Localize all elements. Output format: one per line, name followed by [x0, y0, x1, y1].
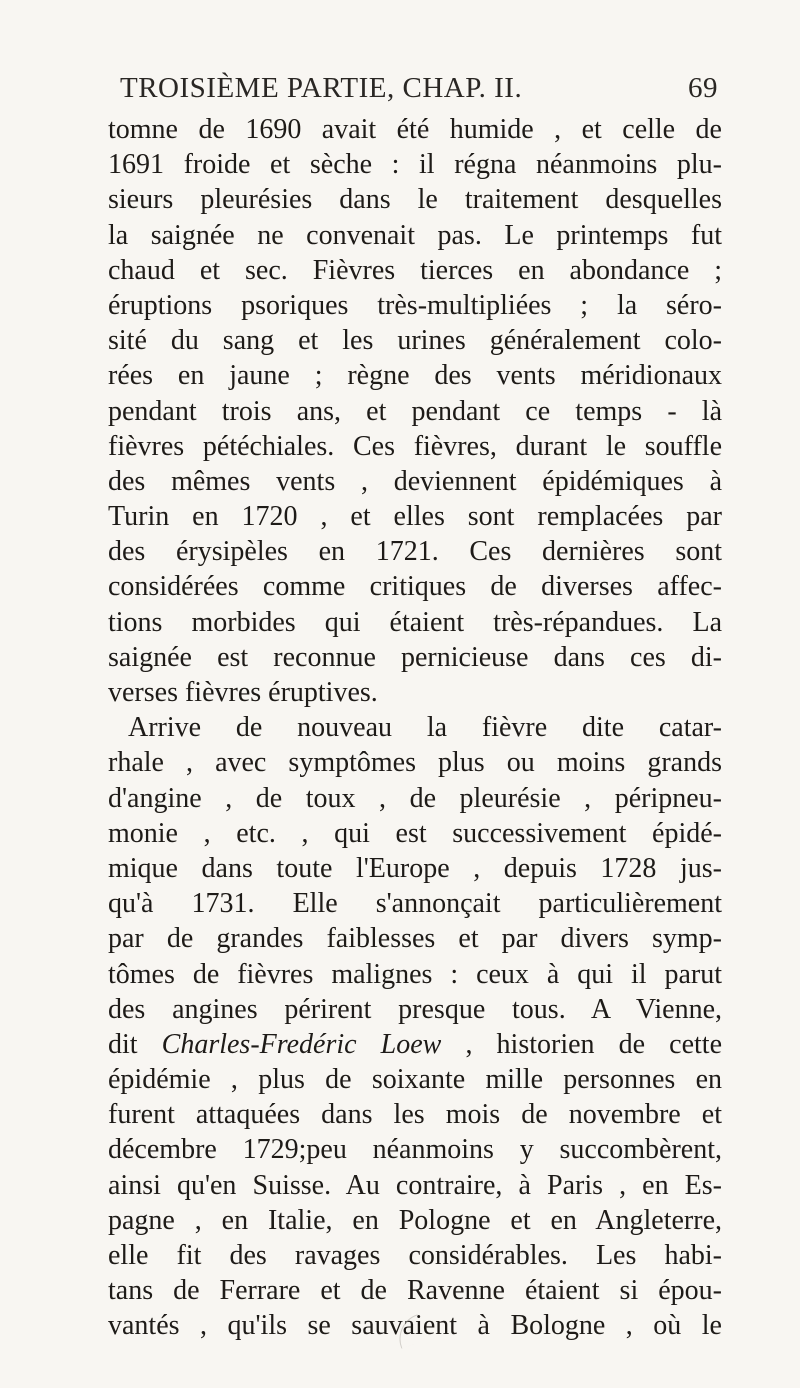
text-line: tomne de 1690 avait été humide , et celle de — [108, 114, 722, 145]
page-number: 69 — [688, 72, 718, 104]
text-line: elle fit des ravages considérables. Les habi- — [108, 1240, 722, 1271]
italic-author-name: Charles-Fredéric Loew — [161, 1028, 442, 1060]
text-line: des mêmes vents , deviennent épidémiques à — [108, 465, 722, 497]
body-text — [108, 112, 722, 1344]
text-line: pagne , en Italie, en Pologne et en Angleterre, — [108, 1204, 722, 1236]
text-line: décembre 1729;peu néanmoins y succombèrent, — [108, 1134, 722, 1166]
text-line: épidémie , plus de soixante mille personnes en — [108, 1064, 722, 1096]
text-line: verses fièvres éruptives. — [108, 677, 378, 708]
text-line: pendant trois ans, et pendant ce temps - là — [108, 395, 722, 427]
text-line: chaud et sec. Fièvres tierces en abondance ; — [108, 254, 722, 286]
text-line: qu'à 1731. Elle s'annonçait particulièrement — [108, 888, 722, 920]
running-title: TROISIÈME PARTIE, CHAP. II. — [120, 72, 523, 104]
text-line: saignée est reconnue pernicieuse dans ces di- — [108, 641, 722, 673]
paragraph-start-line: Arrive de nouveau la fièvre dite catar- — [128, 712, 722, 744]
page-header — [110, 72, 718, 112]
text-line: mique dans toute l'Europe , depuis 1728 jus- — [108, 852, 722, 884]
text-line: ainsi qu'en Suisse. Au contraire, à Paris , en Es- — [108, 1169, 722, 1201]
text-line: vantés , qu'ils se sauvaient à Bologne , où le — [108, 1310, 722, 1342]
text-line: éruptions psoriques très-multipliées ; la séro- — [108, 289, 722, 321]
text-fragment: , historien de cette — [465, 1028, 722, 1060]
text-line: des angines périrent presque tous. A Vienne, — [108, 993, 722, 1025]
text-line: 1691 froide et sèche : il régna néanmoins plu- — [108, 149, 722, 181]
text-fragment: dit — [108, 1028, 138, 1060]
text-line: tions morbides qui étaient très-répandues. La — [108, 606, 722, 638]
text-line-with-italic — [108, 1027, 722, 1062]
text-line: la saignée ne convenait pas. Le printemps fut — [108, 219, 722, 251]
text-line: des érysipèles en 1721. Ces dernières sont — [108, 536, 722, 568]
text-line: fièvres pétéchiales. Ces fièvres, durant le souffle — [108, 430, 722, 462]
text-line: rées en jaune ; règne des vents méridionaux — [108, 360, 722, 392]
text-line: sieurs pleurésies dans le traitement desquelles — [108, 184, 722, 216]
text-line: tans de Ferrare et de Ravenne étaient si épou- — [108, 1275, 722, 1307]
text-line: monie , etc. , qui est successivement épidé- — [108, 817, 722, 849]
text-line: tômes de fièvres malignes : ceux à qui il parut — [108, 958, 722, 990]
text-line: par de grandes faiblesses et par divers symp- — [108, 923, 722, 955]
text-line: d'angine , de toux , de pleurésie , péripneu- — [108, 782, 722, 814]
text-line: considérées comme critiques de diverses affec- — [108, 571, 722, 603]
text-line: sité du sang et les urines généralement colo- — [108, 325, 722, 357]
text-line: furent attaquées dans les mois de novembre et — [108, 1099, 722, 1131]
text-line: Turin en 1720 , et elles sont remplacées par — [108, 501, 722, 533]
text-line: rhale , avec symptômes plus ou moins grands — [108, 747, 722, 779]
